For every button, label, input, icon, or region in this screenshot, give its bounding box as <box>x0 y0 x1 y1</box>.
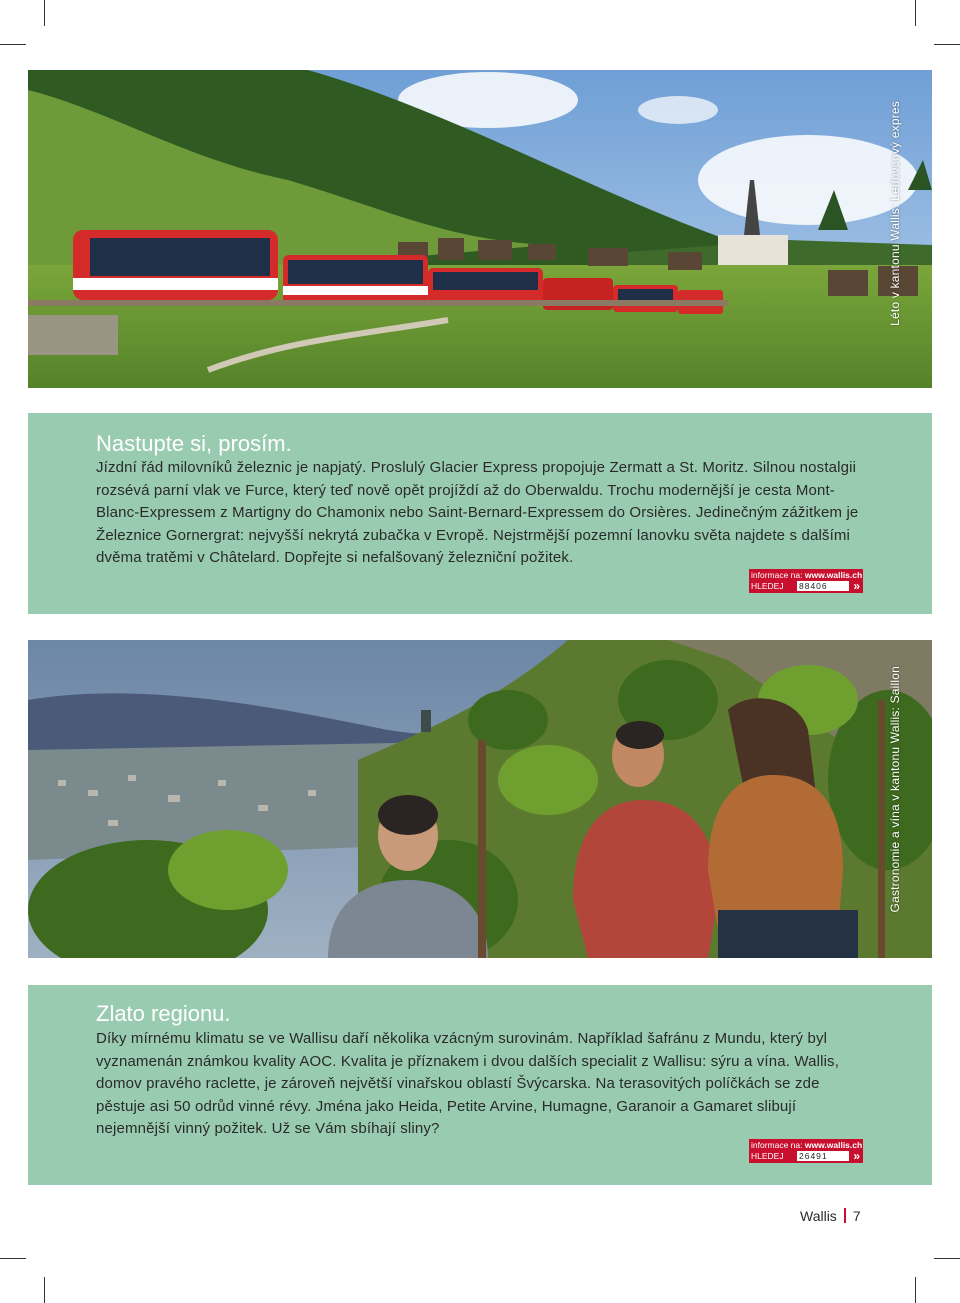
train-illustration <box>28 70 932 388</box>
badge-info-label: informace na: <box>751 570 803 580</box>
crop-mark <box>934 1258 960 1259</box>
crop-mark <box>44 1277 45 1303</box>
section-title: Nastupte si, prosím. <box>96 431 292 456</box>
info-badge[interactable] <box>749 1139 863 1163</box>
badge-site: www.wallis.ch <box>804 570 863 580</box>
crop-mark <box>915 1277 916 1303</box>
crop-mark <box>0 44 26 45</box>
section-title: Zlato regionu. <box>96 1001 231 1026</box>
crop-mark <box>0 1258 26 1259</box>
text-panel <box>28 985 932 1185</box>
photo-caption: Gastronomie a vína v kantonu Wallis: Saillon <box>888 665 902 912</box>
double-arrow-icon: » <box>853 1149 860 1163</box>
badge-code: 88406 <box>797 581 849 591</box>
badge-site: www.wallis.ch <box>804 1140 863 1150</box>
page-number: 7 <box>852 1208 861 1224</box>
footer-separator <box>844 1208 846 1223</box>
train-photo <box>28 70 932 388</box>
badge-info-line <box>751 570 862 580</box>
double-arrow-icon: » <box>853 579 860 593</box>
badge-search-label: HLEDEJ <box>751 581 784 591</box>
text-panel <box>28 413 932 614</box>
info-badge[interactable] <box>749 569 863 593</box>
vineyard-illustration <box>28 640 932 958</box>
section-body: Jízdní řád milovníků železnic je napjatý. Proslulý Glacier Express propojuje Zermatt a St. Moritz. Silnou nostalgii rozsévá parní vlak ve Furce, který teď nově opět projíždí až do Oberwaldu. Trochu modernější je cesta Mont-Blanc-Expressem z Martigny do Chamonix nebo Saint-Bernard-Expressem do Orsières. Jedinečným zážitkem je Železnice Gornergrat: nejvyšší nekrytá zubačka v Evropě. Nejstrmější pozemní lanovku světa najdete s dalšími dvěma tratěmi v Châtelard. Dopřejte si nefalšovaný železniční požitek. <box>96 459 859 566</box>
crop-mark <box>44 0 45 26</box>
badge-info-label: informace na: <box>751 1140 803 1150</box>
footer-section-name: Wallis <box>800 1208 837 1224</box>
crop-mark <box>934 44 960 45</box>
badge-code: 26491 <box>797 1151 849 1161</box>
photo-caption: Léto v kantonu Wallis: Ledovcový expres <box>888 101 902 326</box>
crop-mark <box>915 0 916 26</box>
vineyard-photo <box>28 640 932 958</box>
section-body: Díky mírnému klimatu se ve Wallisu daří několika vzácným surovinám. Například šafránu z Mundu, který byl vyznamenán známkou kvality AOC. Kvalita je příznakem i dvou dalších specialit z Wallisu: sýru a vína. Wallis, domov pravého raclette, je zároveň největší vinařskou oblastí Švýcarska. Na terasovitých políčkách se zde pěstuje asi 50 odrůd vinné révy. Jména jako Heida, Petite Arvine, Humagne, Garanoir a Gamaret slibují nejemnější vinný požitek. Už se Vám sbíhají sliny? <box>96 1030 840 1137</box>
badge-search-label: HLEDEJ <box>751 1151 784 1161</box>
page-footer <box>800 1208 861 1224</box>
badge-info-line <box>751 1140 862 1150</box>
